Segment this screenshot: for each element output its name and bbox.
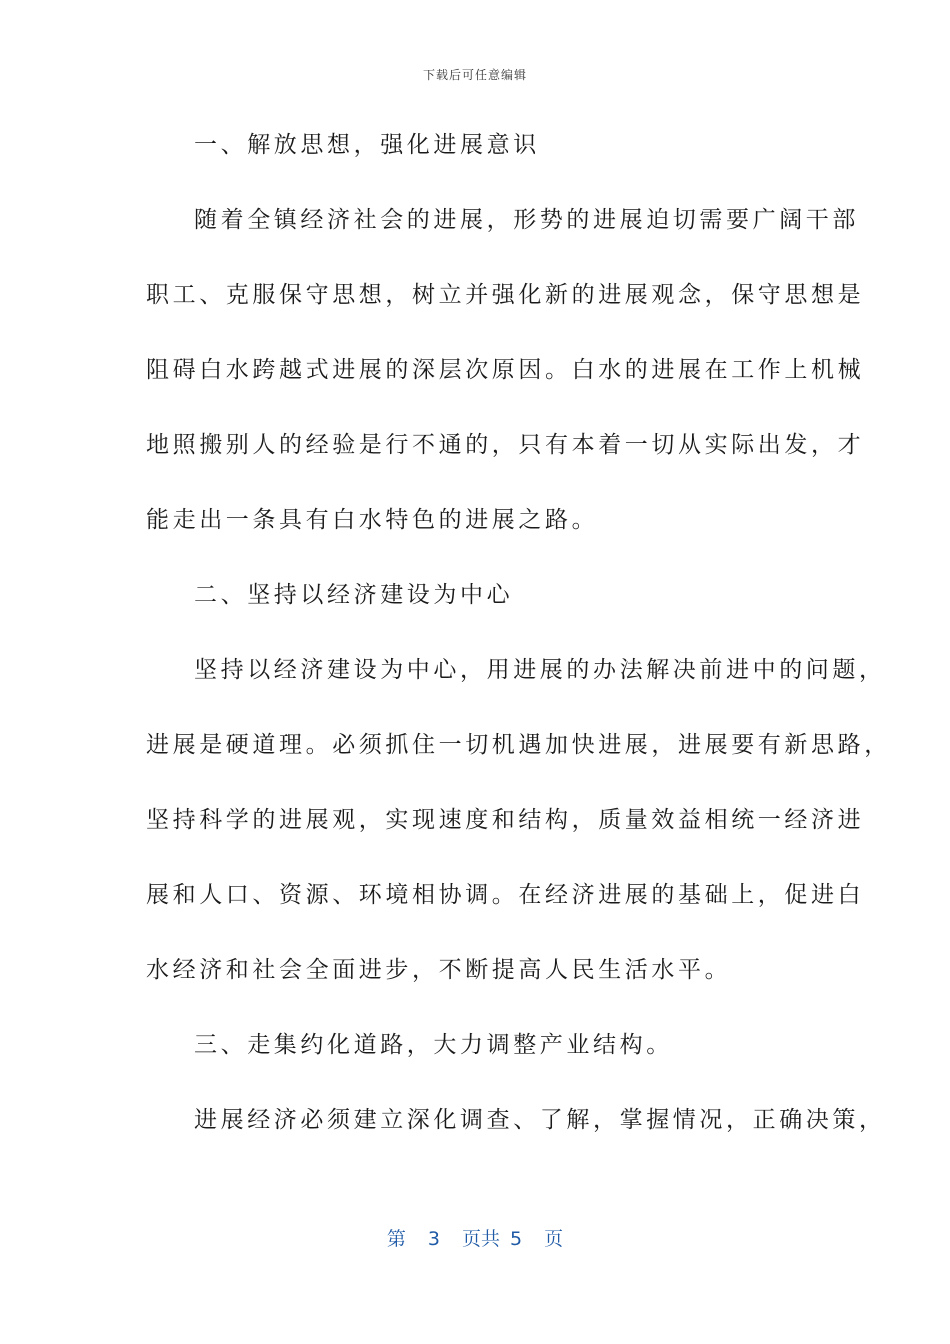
footer-label-page: 第 [386,1228,406,1250]
paragraph-line: 水经济和社会全面进步，不断提高人民生活水平。 [146,957,732,983]
document-body [146,120,891,1170]
footer-total-pages: 5 [510,1228,523,1250]
footer-current-page: 3 [427,1228,440,1250]
paragraph-line: 职工、克服保守思想，树立并强化新的进展观念，保守思想是 [146,282,865,308]
paragraph-line: 坚持以经济建设为中心，用进展的办法解决前进中的问题， [194,657,886,683]
section-heading-2: 二、坚持以经济建设为中心 [194,582,514,608]
paragraph-line: 阻碍白水跨越式进展的深层次原因。白水的进展在工作上机械 [146,357,865,383]
footer-label-end: 页 [544,1228,564,1250]
paragraph-line: 坚持科学的进展观，实现速度和结构，质量效益相统一经济进 [146,807,865,833]
paragraph-line: 进展经济必须建立深化调查、了解，掌握情况，正确决策， [194,1107,886,1133]
section-heading-1: 一、解放思想，强化进展意识 [194,132,540,158]
paragraph-line: 随着全镇经济社会的进展，形势的进展迫切需要广阔干部 [194,207,859,233]
page-footer [0,1224,950,1251]
section-heading-3: 三、走集约化道路，大力调整产业结构。 [194,1032,673,1058]
paragraph-line: 进展是硬道理。必须抓住一切机遇加快进展，进展要有新思路， [146,732,891,758]
paragraph-line: 能走出一条具有白水特色的进展之路。 [146,507,599,533]
footer-label-of: 页共 [461,1228,500,1250]
paragraph-line: 地照搬别人的经验是行不通的，只有本着一切从实际出发，才 [146,432,865,458]
header-note: 下载后可任意编辑 [422,68,527,82]
paragraph-line: 展和人口、资源、环境相协调。在经济进展的基础上，促进白 [146,882,865,908]
